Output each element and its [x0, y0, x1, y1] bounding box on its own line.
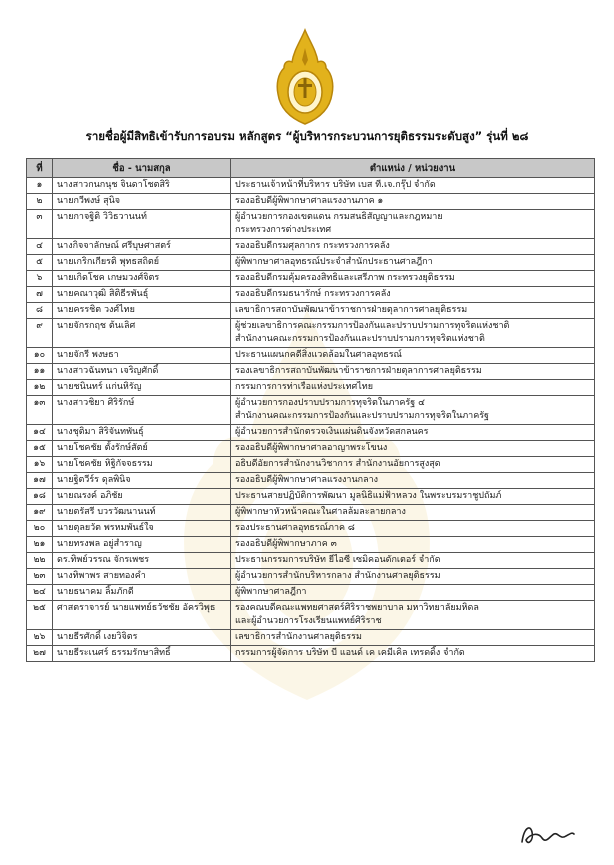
row-number: ๑๘ — [27, 489, 53, 505]
row-name: นายเกิดโชค เกษมวงศ์จิตร — [57, 273, 160, 283]
row-number: ๑๗ — [27, 473, 53, 489]
row-name-cell — [53, 194, 231, 210]
table-row — [27, 425, 595, 441]
row-name-cell — [53, 505, 231, 521]
row-name: นายตุลยวัต พรหมพันธ์ใจ — [57, 523, 154, 533]
row-name-cell — [53, 630, 231, 646]
table-row — [27, 303, 595, 319]
row-number: ๒ — [27, 194, 53, 210]
row-position-cell — [231, 473, 595, 489]
row-name: นายธนาคม ลิ้มภักดี — [57, 587, 134, 597]
row-position: ผู้อำนวยการสำนักตรวจเงินแผ่นดินจังหวัดสกลนคร — [235, 427, 429, 437]
row-position: กรรมการการท่าเรือแห่งประเทศไทย — [235, 382, 373, 392]
row-position: ผู้อำนวยการสำนักบริหารกลาง สำนักงานศาลยุติธรรม — [235, 571, 441, 581]
row-name-cell — [53, 425, 231, 441]
table-row — [27, 380, 595, 396]
row-position-cell — [231, 601, 595, 630]
row-position-cell — [231, 553, 595, 569]
row-position: อธิบดีอัยการสำนักงานวิชาการ สำนักงานอัยการสูงสุด — [235, 459, 441, 469]
row-name-cell — [53, 489, 231, 505]
row-position: กรรมการผู้จัดการ บริษัท บี แอนด์ เค เคมีเคิล เทรดดิ้ง จำกัด — [235, 648, 465, 658]
table-row — [27, 348, 595, 364]
row-position: ประธานกรรมการบริษัท ยีไอซี เซมิคอนดักเตอร์ จำกัด — [235, 555, 441, 565]
row-name-cell — [53, 303, 231, 319]
row-position-cell — [231, 396, 595, 425]
row-position: เลขาธิการสถาบันพัฒนาข้าราชการฝ่ายตุลาการศาลยุติธรรม — [235, 305, 468, 315]
table-body — [27, 178, 595, 662]
table-row — [27, 210, 595, 239]
table-row — [27, 287, 595, 303]
row-position-cell — [231, 441, 595, 457]
table-row — [27, 441, 595, 457]
row-name-cell — [53, 210, 231, 239]
row-name: ศาสตราจารย์ นายแพทย์ธวัชชัย อัครวิพุธ — [57, 603, 216, 613]
row-number: ๑ — [27, 178, 53, 194]
row-name-cell — [53, 319, 231, 348]
row-name: นายกาจฐิติ วิวิธวานนท์ — [57, 212, 147, 222]
row-position: ประธานแผนกคดีสิ่งแวดล้อมในศาลอุทธรณ์ — [235, 350, 402, 360]
row-name-cell — [53, 537, 231, 553]
row-number: ๒๖ — [27, 630, 53, 646]
row-name: ดร.ทิพย์วรรณ จักรเพชร — [57, 555, 150, 565]
row-position: รองอธิบดีผู้พิพากษาศาลแรงงานภาค ๑ — [235, 196, 384, 206]
row-position-cell — [231, 489, 595, 505]
row-name-cell — [53, 646, 231, 662]
table-row — [27, 457, 595, 473]
row-number: ๑๑ — [27, 364, 53, 380]
row-number: ๓ — [27, 210, 53, 239]
row-name: นายจักรกฤช ต้นเลิศ — [57, 321, 136, 331]
row-position: รองอธิบดีกรมศุลกากร กระทรวงการคลัง — [235, 241, 390, 251]
row-name: นางสาวชิยา ศิริรักษ์ — [57, 398, 135, 408]
row-name-cell — [53, 380, 231, 396]
row-position-cell — [231, 380, 595, 396]
row-name: นายโชคชัย ตั้งรักษ์สัตย์ — [57, 443, 148, 453]
row-position: สำนักงานคณะกรรมการป้องกันและปราบปรามการทุจริตแห่งชาติ — [235, 334, 485, 344]
row-name: นายธีรศักดิ์ เงยวิจิตร — [57, 632, 138, 642]
row-number: ๑๓ — [27, 396, 53, 425]
header-name: ชื่อ - นามสกุล — [53, 159, 231, 178]
row-position: กระทรวงการต่างประเทศ — [235, 225, 332, 235]
row-position-cell — [231, 457, 595, 473]
table-row — [27, 569, 595, 585]
row-name: นายกวีพงษ์ สุนิจ — [57, 196, 121, 206]
row-name: นางสาวฉันทนา เจริญศักดิ์ — [57, 366, 159, 376]
table-row — [27, 521, 595, 537]
row-name-cell — [53, 569, 231, 585]
row-position: รองอธิบดีกรมคุ้มครองสิทธิและเสรีภาพ กระทรวงยุติธรรม — [235, 273, 455, 283]
row-number: ๒๔ — [27, 585, 53, 601]
row-position-cell — [231, 303, 595, 319]
row-name: นายโชคชัย หิฐิกัจจธรรม — [57, 459, 153, 469]
row-number: ๒๕ — [27, 601, 53, 630]
row-name-cell — [53, 441, 231, 457]
row-position: ผู้ช่วยเลขาธิการคณะกรรมการป้องกันและปราบปรามการทุจริตแห่งชาติ — [235, 321, 510, 331]
row-name: นายเกริกเกียรติ พุทธสถิตย์ — [57, 257, 160, 267]
table-row — [27, 255, 595, 271]
row-position: สำนักงานคณะกรรมการป้องกันและปราบปรามการทุจริตในภาครัฐ — [235, 411, 490, 421]
row-name-cell — [53, 287, 231, 303]
row-position-cell — [231, 521, 595, 537]
row-position: รองอธิบดีผู้พิพากษาศาลแรงงานกลาง — [235, 475, 379, 485]
row-name-cell — [53, 239, 231, 255]
row-position-cell — [231, 348, 595, 364]
row-number: ๖ — [27, 271, 53, 287]
row-name: นายคณาวุฒิ สิติธีรพันธุ์ — [57, 289, 149, 299]
row-position: รองคณบดีคณะแพทยศาสตร์ศิริราชพยาบาล มหาวิทยาลัยมหิดล — [235, 603, 479, 613]
table-row — [27, 473, 595, 489]
row-position-cell — [231, 585, 595, 601]
row-name: นายธีระเนศร์ ธรรมรักษาสิทธิ์ — [57, 648, 171, 658]
row-name-cell — [53, 553, 231, 569]
row-position-cell — [231, 210, 595, 239]
row-name-cell — [53, 271, 231, 287]
row-name-cell — [53, 178, 231, 194]
row-number: ๑๔ — [27, 425, 53, 441]
row-name-cell — [53, 601, 231, 630]
row-position-cell — [231, 630, 595, 646]
row-position: ผู้อำนวยการกองเขตแดน กรมสนธิสัญญาและกฎหมาย — [235, 212, 443, 222]
row-name-cell — [53, 585, 231, 601]
row-number: ๗ — [27, 287, 53, 303]
row-name: นางทิพาพร สายทองคำ — [57, 571, 146, 581]
signature-mark — [516, 818, 576, 850]
row-number: ๑๐ — [27, 348, 53, 364]
row-position-cell — [231, 425, 595, 441]
row-name-cell — [53, 364, 231, 380]
row-position: ผู้อำนวยการกองปราบปรามการทุจริตในภาครัฐ ๔ — [235, 398, 425, 408]
row-position-cell — [231, 194, 595, 210]
table-row — [27, 319, 595, 348]
table-row — [27, 646, 595, 662]
row-number: ๒๓ — [27, 569, 53, 585]
row-number: ๒๒ — [27, 553, 53, 569]
row-position-cell — [231, 271, 595, 287]
row-position: เลขาธิการสำนักงานศาลยุติธรรม — [235, 632, 362, 642]
row-position-cell — [231, 364, 595, 380]
row-name: นายฐิตวีร์ร ดุลพินิจ — [57, 475, 131, 485]
row-position-cell — [231, 178, 595, 194]
row-position-cell — [231, 255, 595, 271]
row-position: รองเลขาธิการสถาบันพัฒนาข้าราชการฝ่ายตุลาการศาลยุติธรรม — [235, 366, 482, 376]
row-name-cell — [53, 521, 231, 537]
table-row — [27, 489, 595, 505]
table-row — [27, 178, 595, 194]
table-row — [27, 553, 595, 569]
document-title: รายชื่อผู้มีสิทธิเข้ารับการอบรม หลักสูตร “ผู้บริหารกระบวนการยุติธรรมระดับสูง” รุ่นที่ ๒๘ — [85, 129, 529, 143]
row-position: รองอธิบดีผู้พิพากษาศาลอาญาพระโขนง — [235, 443, 388, 453]
court-emblem-logo — [270, 28, 340, 128]
header-no: ที่ — [27, 159, 53, 178]
row-position-cell — [231, 646, 595, 662]
table-row — [27, 364, 595, 380]
participants-table — [26, 158, 595, 662]
row-position-cell — [231, 239, 595, 255]
row-name: นายณรงค์ อภิชัย — [57, 491, 123, 501]
table-row — [27, 585, 595, 601]
row-name-cell — [53, 348, 231, 364]
row-number: ๒๗ — [27, 646, 53, 662]
row-position-cell — [231, 505, 595, 521]
row-name: นางสาวกนกนุช จินดาโชตสิริ — [57, 180, 170, 190]
table-row — [27, 396, 595, 425]
row-number: ๑๕ — [27, 441, 53, 457]
table-row — [27, 630, 595, 646]
table-row — [27, 239, 595, 255]
row-name: นายครรชิต วงศ์ไทย — [57, 305, 135, 315]
row-position: ประธานเจ้าหน้าที่บริหาร บริษัท เบส ที.เจ.กรุ๊ป จำกัด — [235, 180, 436, 190]
table-row — [27, 601, 595, 630]
row-number: ๒๐ — [27, 521, 53, 537]
row-number: ๑๙ — [27, 505, 53, 521]
table-header-row — [27, 159, 595, 178]
row-name: นางชุติมา สิริจันทพันธุ์ — [57, 427, 144, 437]
header-position: ตำแหน่ง / หน่วยงาน — [231, 159, 595, 178]
row-name-cell — [53, 473, 231, 489]
row-position-cell — [231, 537, 595, 553]
row-number: ๙ — [27, 319, 53, 348]
row-name-cell — [53, 396, 231, 425]
row-name-cell — [53, 255, 231, 271]
row-position-cell — [231, 569, 595, 585]
row-position-cell — [231, 287, 595, 303]
table-row — [27, 537, 595, 553]
row-name: นางกิจจาลักษณ์ ศรีบุษศาสตร์ — [57, 241, 171, 251]
row-number: ๕ — [27, 255, 53, 271]
table-row — [27, 505, 595, 521]
row-name: นายทรงพล อยู่สำราญ — [57, 539, 142, 549]
row-name-cell — [53, 457, 231, 473]
row-position: ผู้พิพากษาศาลอุทธรณ์ประจำสำนักประธานศาลฎีกา — [235, 257, 433, 267]
row-number: ๔ — [27, 239, 53, 255]
row-name: นายชนินทร์ แก่นหิรัญ — [57, 382, 142, 392]
row-number: ๑๒ — [27, 380, 53, 396]
row-position: รองอธิบดีผู้พิพากษาภาค ๓ — [235, 539, 337, 549]
row-position: รองประธานศาลอุทธรณ์ภาค ๘ — [235, 523, 355, 533]
table-row — [27, 194, 595, 210]
row-position: และผู้อำนวยการโรงเรียนแพทย์ศิริราช — [235, 616, 382, 626]
row-position: ผู้พิพากษาหัวหน้าคณะในศาลล้มละลายกลาง — [235, 507, 406, 517]
row-number: ๘ — [27, 303, 53, 319]
row-name: นายตรัสรี บวรวัฒนานนท์ — [57, 507, 156, 517]
row-number: ๒๑ — [27, 537, 53, 553]
row-position-cell — [231, 319, 595, 348]
row-position: ประธานสายปฏิบัติการพัฒนา มูลนิธิแม่ฟ้าหลวง ในพระบรมราชูปถัมภ์ — [235, 491, 502, 501]
row-number: ๑๖ — [27, 457, 53, 473]
table-row — [27, 271, 595, 287]
row-position: รองอธิบดีกรมธนารักษ์ กระทรวงการคลัง — [235, 289, 391, 299]
row-name: นายจักรี พงษธา — [57, 350, 119, 360]
row-position: ผู้พิพากษาศาลฎีกา — [235, 587, 307, 597]
